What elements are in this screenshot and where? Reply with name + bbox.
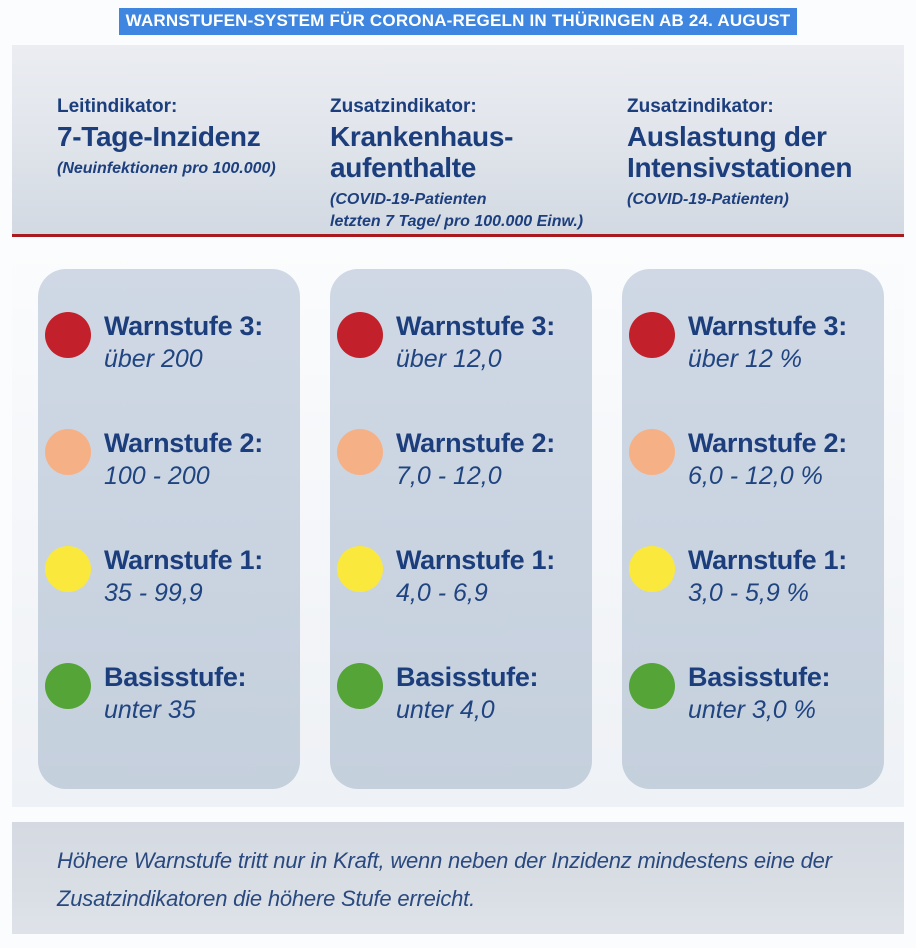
indicator-subtitle: (COVID-19-Patienten) xyxy=(627,191,789,208)
level-value: unter 3,0 % xyxy=(688,696,816,724)
level-row xyxy=(337,545,578,608)
footnote-box xyxy=(12,822,904,934)
indicator-subtitle: (Neuinfektionen pro 100.000) xyxy=(57,160,276,177)
level-label: Warnstufe 3: xyxy=(688,311,847,341)
level-row xyxy=(45,311,286,374)
column-header-krankenhaus xyxy=(330,95,605,233)
level-value: 3,0 - 5,9 % xyxy=(688,579,809,607)
level-label: Warnstufe 1: xyxy=(104,545,263,575)
indicator-heading: Krankenhaus- aufenthalte xyxy=(330,121,514,183)
level-value: 6,0 - 12,0 % xyxy=(688,462,823,490)
indicator-heading: Auslastung der Intensivstationen xyxy=(627,121,853,183)
title-highlight: WARNSTUFEN-SYSTEM FÜR CORONA-REGELN IN THÜRINGEN AB 24. AUGUST xyxy=(119,8,798,35)
indicator-heading: 7-Tage-Inzidenz xyxy=(57,121,261,152)
warnstufe-2-indicator-dot xyxy=(45,429,91,475)
level-label: Warnstufe 3: xyxy=(396,311,555,341)
level-label: Basisstufe: xyxy=(104,662,247,692)
levels-card-inzidenz xyxy=(38,269,300,789)
level-row xyxy=(337,311,578,374)
level-value: über 12,0 xyxy=(396,345,502,373)
column-header-inzidenz xyxy=(57,95,322,180)
footnote-text: Höhere Warnstufe tritt nur in Kraft, wenn neben der Inzidenz mindestens eine der xyxy=(57,848,832,873)
level-row xyxy=(337,428,578,491)
warnstufe-2-indicator-dot xyxy=(337,429,383,475)
indicator-kicker: Zusatzindikator: xyxy=(330,96,477,117)
level-label: Basisstufe: xyxy=(396,662,539,692)
warnstufe-1-indicator-dot xyxy=(337,546,383,592)
levels-body-section xyxy=(12,237,904,807)
level-value: 100 - 200 xyxy=(104,462,210,490)
level-value: unter 35 xyxy=(104,696,196,724)
level-row xyxy=(45,545,286,608)
warnstufe-3-indicator-dot xyxy=(629,312,675,358)
level-row xyxy=(45,662,286,725)
level-value: 35 - 99,9 xyxy=(104,579,203,607)
level-row xyxy=(337,662,578,725)
level-row xyxy=(629,311,870,374)
indicator-kicker: Leitindikator: xyxy=(57,96,178,117)
infographic-panel xyxy=(12,45,904,807)
footnote-text: Zusatzindikatoren die höhere Stufe erreicht. xyxy=(57,886,475,911)
level-label: Warnstufe 1: xyxy=(396,545,555,575)
warnstufe-3-indicator-dot xyxy=(45,312,91,358)
level-value: 4,0 - 6,9 xyxy=(396,579,488,607)
warnstufe-3-indicator-dot xyxy=(337,312,383,358)
level-value: über 12 % xyxy=(688,345,802,373)
level-row xyxy=(629,545,870,608)
warnstufe-2-indicator-dot xyxy=(629,429,675,475)
level-row xyxy=(629,428,870,491)
levels-card-intensiv xyxy=(622,269,884,789)
level-label: Warnstufe 2: xyxy=(688,428,847,458)
level-value: 7,0 - 12,0 xyxy=(396,462,502,490)
basisstufe-indicator-dot xyxy=(337,663,383,709)
level-row xyxy=(629,662,870,725)
basisstufe-indicator-dot xyxy=(45,663,91,709)
level-label: Basisstufe: xyxy=(688,662,831,692)
level-row xyxy=(45,428,286,491)
level-value: unter 4,0 xyxy=(396,696,495,724)
indicator-subtitle: (COVID-19-Patienten letzten 7 Tage/ pro 100.000 Einw.) xyxy=(330,191,584,230)
indicator-kicker: Zusatzindikator: xyxy=(627,96,774,117)
column-header-intensiv xyxy=(627,95,899,211)
level-label: Warnstufe 2: xyxy=(396,428,555,458)
warnstufe-1-indicator-dot xyxy=(45,546,91,592)
indicator-header-section xyxy=(12,45,904,237)
levels-card-krankenhaus xyxy=(330,269,592,789)
level-value: über 200 xyxy=(104,345,203,373)
level-label: Warnstufe 3: xyxy=(104,311,263,341)
warnstufe-1-indicator-dot xyxy=(629,546,675,592)
page-title xyxy=(0,8,916,35)
level-label: Warnstufe 1: xyxy=(688,545,847,575)
basisstufe-indicator-dot xyxy=(629,663,675,709)
level-label: Warnstufe 2: xyxy=(104,428,263,458)
